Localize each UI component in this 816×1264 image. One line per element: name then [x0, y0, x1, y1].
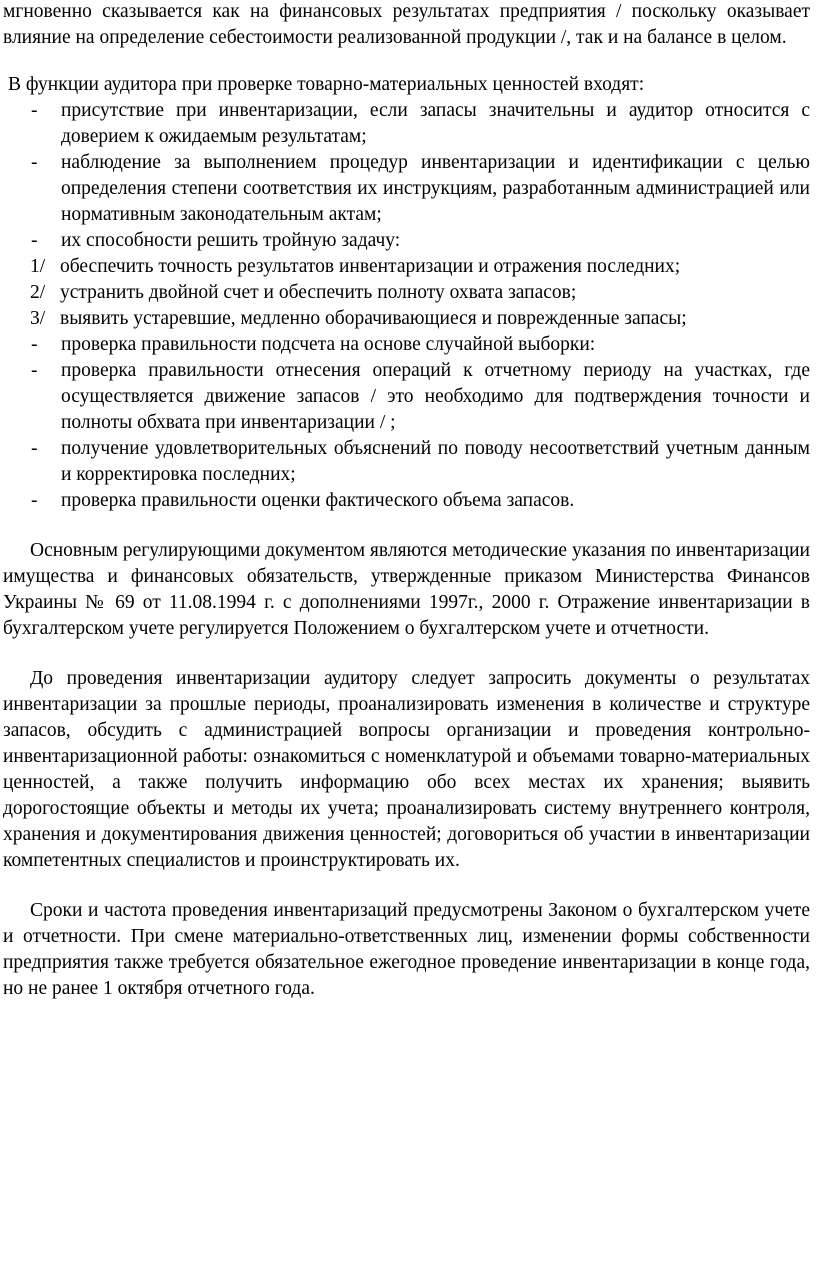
intro-paragraph: мгновенно сказывается как на финансовых результатах предприятия / поскольку оказывает влияние на определение себестоимости реализованной продукции /, так и на балансе в целом. [3, 1, 810, 48]
functions-heading: В функции аудитора при проверке товарно-материальных ценностей входят: [8, 74, 645, 95]
list-item [3, 254, 810, 280]
list-item-text: проверка правильности оценки фактического объема запасов. [61, 490, 575, 511]
list-item [3, 488, 810, 514]
list-item-text: их способности решить тройную задачу: [61, 230, 401, 251]
item-number: 3/ [30, 308, 46, 329]
item-number: 1/ [30, 256, 46, 277]
dash-marker: - [31, 490, 38, 511]
list-item-text: проверка правильности отнесения операций к отчетному периоду на участках, где осуществляется движение запасов / это необходимо для подтверждения точности и полноты обхвата при инвентаризации / ; [61, 360, 810, 433]
dash-marker: - [31, 100, 38, 121]
dash-marker: - [31, 438, 38, 459]
pre-inventory-paragraph: До проведения инвентаризации аудитору следует запросить документы о результатах инвентаризации за прошлые периоды, проанализировать изменения в количестве и структуре запасов, обсудить с администрацией вопросы организации и проведения контрольно-инвентаризационной работы: ознакомиться с номенклатурой и объемами товарно-материальных ценностей, а также получить информацию обо всех местах их хранения; выявить дорогостоящие объекты и методы их учета; проанализировать систему внутреннего контроля, хранения и документирования движения ценностей; договориться об участии в инвентаризации компетентных специалистов и проинструктировать их. [3, 668, 810, 871]
triple-task-list [3, 254, 810, 332]
dash-marker: - [31, 334, 38, 355]
list-item [3, 436, 810, 488]
dash-marker: - [31, 152, 38, 173]
list-item-text: наблюдение за выполнением процедур инвентаризации и идентификации с целью определения степени соответствия их инструкциям, разработанным администрацией или нормативным законодательным актам; [61, 152, 810, 225]
list-item [3, 98, 810, 150]
list-item [3, 280, 810, 306]
regulation-paragraph: Основным регулирующими документом являются методические указания по инвентаризации имущества и финансовых обязательств, утвержденные приказом Министерства Финансов Украины № 69 от 11.08.1994 г. с дополнениями 1997г., 2000 г. Отражение инвентаризации в бухгалтерском учете регулируется Положением о бухгалтерском учете и отчетности. [3, 540, 810, 639]
verification-list [3, 332, 810, 514]
dash-marker: - [31, 360, 38, 381]
list-item [3, 150, 810, 228]
list-item-text: получение удовлетворительных объяснений по поводу несоответствий учетным данным и корректировка последних; [61, 438, 810, 485]
list-item-text: выявить устаревшие, медленно оборачивающиеся и поврежденные запасы; [60, 308, 687, 329]
list-item-text: устранить двойной счет и обеспечить полноту охвата запасов; [60, 282, 577, 303]
terms-paragraph: Сроки и частота проведения инвентаризаций предусмотрены Законом о бухгалтерском учете и отчетности. При смене материально-ответственных лиц, изменении формы собственности предприятия также требуется обязательное ежегодное проведение инвентаризации в конце года, но не ранее 1 октября отчетного года. [3, 900, 810, 999]
list-item [3, 332, 810, 358]
dash-marker: - [31, 230, 38, 251]
item-number: 2/ [30, 282, 46, 303]
list-item [3, 358, 810, 436]
list-item [3, 306, 810, 332]
list-item-text: присутствие при инвентаризации, если запасы значительны и аудитор относится с доверием к ожидаемым результатам; [61, 100, 810, 147]
list-item [3, 228, 810, 254]
auditor-functions-list [3, 98, 810, 254]
list-item-text: обеспечить точность результатов инвентаризации и отражения последних; [60, 256, 681, 277]
list-item-text: проверка правильности подсчета на основе случайной выборки: [61, 334, 596, 355]
